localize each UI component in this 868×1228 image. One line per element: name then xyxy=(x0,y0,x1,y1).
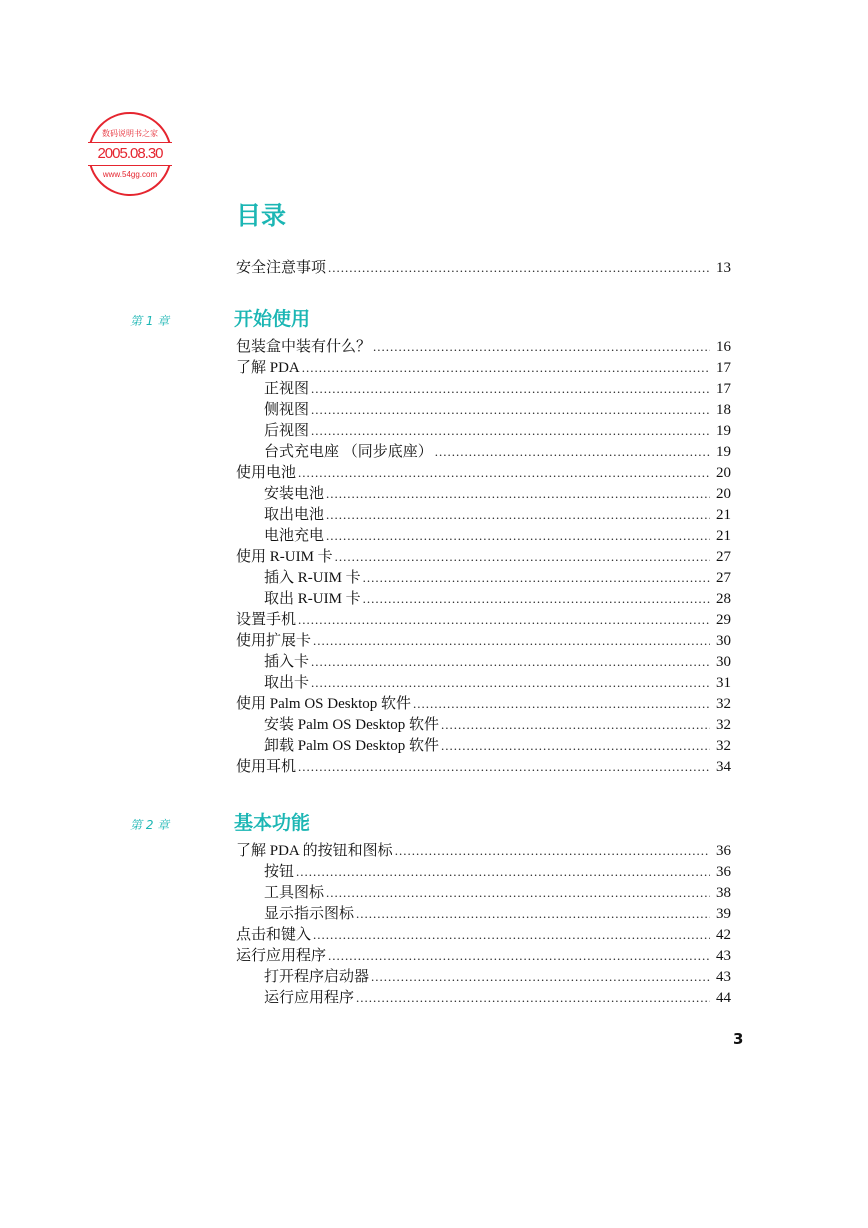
toc-leader-dots xyxy=(328,257,710,278)
toc-entry-page: 13 xyxy=(716,260,731,276)
toc-entry-label: 使用 Palm OS Desktop 软件 xyxy=(236,696,412,712)
toc-leader-dots xyxy=(311,651,710,672)
toc-entry-page: 39 xyxy=(716,906,731,922)
toc-entry-page: 32 xyxy=(716,696,731,712)
toc-subentry[interactable] xyxy=(236,441,731,462)
toc-subentry[interactable] xyxy=(236,399,731,420)
toc-entry-page: 20 xyxy=(716,486,731,502)
toc-entry-page: 18 xyxy=(716,402,731,418)
toc-entry[interactable] xyxy=(236,840,731,861)
toc-leader-dots xyxy=(328,945,710,966)
toc-entry-page: 36 xyxy=(716,843,731,859)
toc-subentry[interactable] xyxy=(236,987,731,1008)
toc-entry-label: 侧视图 xyxy=(264,402,310,418)
toc-entry-label: 使用电池 xyxy=(236,465,297,481)
toc-entry-page: 43 xyxy=(716,948,731,964)
toc-subentry[interactable] xyxy=(236,504,731,525)
toc-leader-dots xyxy=(311,399,710,420)
chapter-1-title: 开始使用 xyxy=(234,308,311,330)
toc-leader-dots xyxy=(298,756,710,777)
toc-entry[interactable] xyxy=(236,462,731,483)
page-number: 3 xyxy=(733,1030,744,1048)
toc-leader-dots xyxy=(298,609,710,630)
toc-entry-page: 21 xyxy=(716,528,731,544)
chapter-1-label: 第 1 章 xyxy=(130,314,170,328)
toc-subentry[interactable] xyxy=(236,378,731,399)
toc-entry-label: 安全注意事项 xyxy=(236,260,327,276)
toc-entry-label: 台式充电座 （同步底座） xyxy=(264,444,433,460)
toc-entry[interactable] xyxy=(236,756,731,777)
toc-entry-label: 了解 PDA xyxy=(236,360,300,376)
toc-entry-label: 了解 PDA 的按钮和图标 xyxy=(236,843,393,859)
toc-leader-dots xyxy=(371,966,710,987)
toc-leader-dots xyxy=(296,861,710,882)
toc-leader-dots xyxy=(335,546,710,567)
toc-entry-label: 显示指示图标 xyxy=(264,906,355,922)
page-title: 目录 xyxy=(236,201,287,230)
toc-entry-page: 36 xyxy=(716,864,731,880)
toc-entry-label: 后视图 xyxy=(264,423,310,439)
toc-entry-page: 28 xyxy=(716,591,731,607)
chapter-1-entries xyxy=(236,336,731,777)
toc-entry-page: 19 xyxy=(716,444,731,460)
toc-entry[interactable] xyxy=(236,630,731,651)
toc-leader-dots xyxy=(356,903,710,924)
toc-entry-label: 安装电池 xyxy=(264,486,325,502)
toc-leader-dots xyxy=(373,336,710,357)
toc-entry[interactable] xyxy=(236,546,731,567)
toc-intro-list xyxy=(236,257,731,278)
toc-subentry[interactable] xyxy=(236,651,731,672)
toc-subentry[interactable] xyxy=(236,714,731,735)
toc-entry[interactable] xyxy=(236,693,731,714)
toc-entry-label: 使用扩展卡 xyxy=(236,633,312,649)
toc-entry-page: 17 xyxy=(716,381,731,397)
toc-entry[interactable] xyxy=(236,924,731,945)
toc-entry-page: 16 xyxy=(716,339,731,355)
toc-subentry[interactable] xyxy=(236,588,731,609)
toc-entry[interactable] xyxy=(236,609,731,630)
toc-entry-label: 使用耳机 xyxy=(236,759,297,775)
toc-entry-page: 34 xyxy=(716,759,731,775)
toc-leader-dots xyxy=(441,735,710,756)
toc-leader-dots xyxy=(298,462,710,483)
chapter-2-title: 基本功能 xyxy=(234,812,311,834)
toc-entry-page: 27 xyxy=(716,549,731,565)
toc-entry-page: 29 xyxy=(716,612,731,628)
toc-leader-dots xyxy=(413,693,710,714)
toc-entry-page: 20 xyxy=(716,465,731,481)
toc-entry[interactable] xyxy=(236,257,731,278)
toc-subentry[interactable] xyxy=(236,735,731,756)
toc-leader-dots xyxy=(302,357,710,378)
toc-entry-label: 插入 R-UIM 卡 xyxy=(264,570,361,586)
toc-entry-page: 27 xyxy=(716,570,731,586)
toc-entry[interactable] xyxy=(236,336,731,357)
toc-subentry[interactable] xyxy=(236,483,731,504)
toc-entry-page: 38 xyxy=(716,885,731,901)
toc-entry-page: 44 xyxy=(716,990,731,1006)
toc-subentry[interactable] xyxy=(236,672,731,693)
toc-leader-dots xyxy=(326,483,710,504)
toc-entry[interactable] xyxy=(236,357,731,378)
toc-entry-label: 包装盒中装有什么？ xyxy=(236,339,372,355)
toc-entry-label: 取出卡 xyxy=(264,675,310,691)
toc-leader-dots xyxy=(363,588,710,609)
toc-entry-label: 卸载 Palm OS Desktop 软件 xyxy=(264,738,440,754)
toc-entry-page: 32 xyxy=(716,738,731,754)
toc-entry-label: 点击和键入 xyxy=(236,927,312,943)
toc-entry-label: 按钮 xyxy=(264,864,295,880)
toc-leader-dots xyxy=(356,987,710,1008)
toc-entry-page: 19 xyxy=(716,423,731,439)
toc-entry-page: 30 xyxy=(716,633,731,649)
toc-entry-label: 打开程序启动器 xyxy=(264,969,370,985)
toc-leader-dots xyxy=(326,882,710,903)
toc-leader-dots xyxy=(395,840,710,861)
toc-subentry[interactable] xyxy=(236,861,731,882)
toc-subentry[interactable] xyxy=(236,882,731,903)
toc-entry-label: 运行应用程序 xyxy=(264,990,355,1006)
toc-leader-dots xyxy=(326,525,710,546)
toc-entry[interactable] xyxy=(236,945,731,966)
toc-entry-page: 17 xyxy=(716,360,731,376)
toc-leader-dots xyxy=(313,924,710,945)
toc-leader-dots xyxy=(311,378,710,399)
chapter-2-entries xyxy=(236,840,731,1008)
toc-leader-dots xyxy=(313,630,710,651)
toc-leader-dots xyxy=(363,567,710,588)
toc-subentry[interactable] xyxy=(236,567,731,588)
stamp-top-text: 数码说明书之家 xyxy=(102,129,158,138)
toc-leader-dots xyxy=(435,441,710,462)
toc-subentry[interactable] xyxy=(236,420,731,441)
toc-leader-dots xyxy=(311,672,710,693)
toc-entry-label: 设置手机 xyxy=(236,612,297,628)
toc-leader-dots xyxy=(441,714,710,735)
toc-entry-label: 电池充电 xyxy=(264,528,325,544)
stamp-date: 2005.08.30 xyxy=(88,142,172,166)
toc-entry-page: 30 xyxy=(716,654,731,670)
stamp-url: www.54gg.com xyxy=(102,170,158,179)
date-stamp xyxy=(88,112,172,196)
chapter-2-label: 第 2 章 xyxy=(130,818,170,832)
toc-entry-page: 42 xyxy=(716,927,731,943)
toc-subentry[interactable] xyxy=(236,903,731,924)
toc-leader-dots xyxy=(311,420,710,441)
toc-entry-page: 31 xyxy=(716,675,731,691)
toc-entry-page: 32 xyxy=(716,717,731,733)
toc-entry-page: 21 xyxy=(716,507,731,523)
toc-entry-label: 工具图标 xyxy=(264,885,325,901)
toc-subentry[interactable] xyxy=(236,966,731,987)
toc-entry-label: 正视图 xyxy=(264,381,310,397)
toc-entry-label: 插入卡 xyxy=(264,654,310,670)
toc-entry-label: 使用 R-UIM 卡 xyxy=(236,549,333,565)
toc-entry-label: 取出电池 xyxy=(264,507,325,523)
toc-leader-dots xyxy=(326,504,710,525)
toc-entry-label: 安装 Palm OS Desktop 软件 xyxy=(264,717,440,733)
toc-subentry[interactable] xyxy=(236,525,731,546)
toc-entry-label: 取出 R-UIM 卡 xyxy=(264,591,361,607)
toc-entry-page: 43 xyxy=(716,969,731,985)
toc-entry-label: 运行应用程序 xyxy=(236,948,327,964)
